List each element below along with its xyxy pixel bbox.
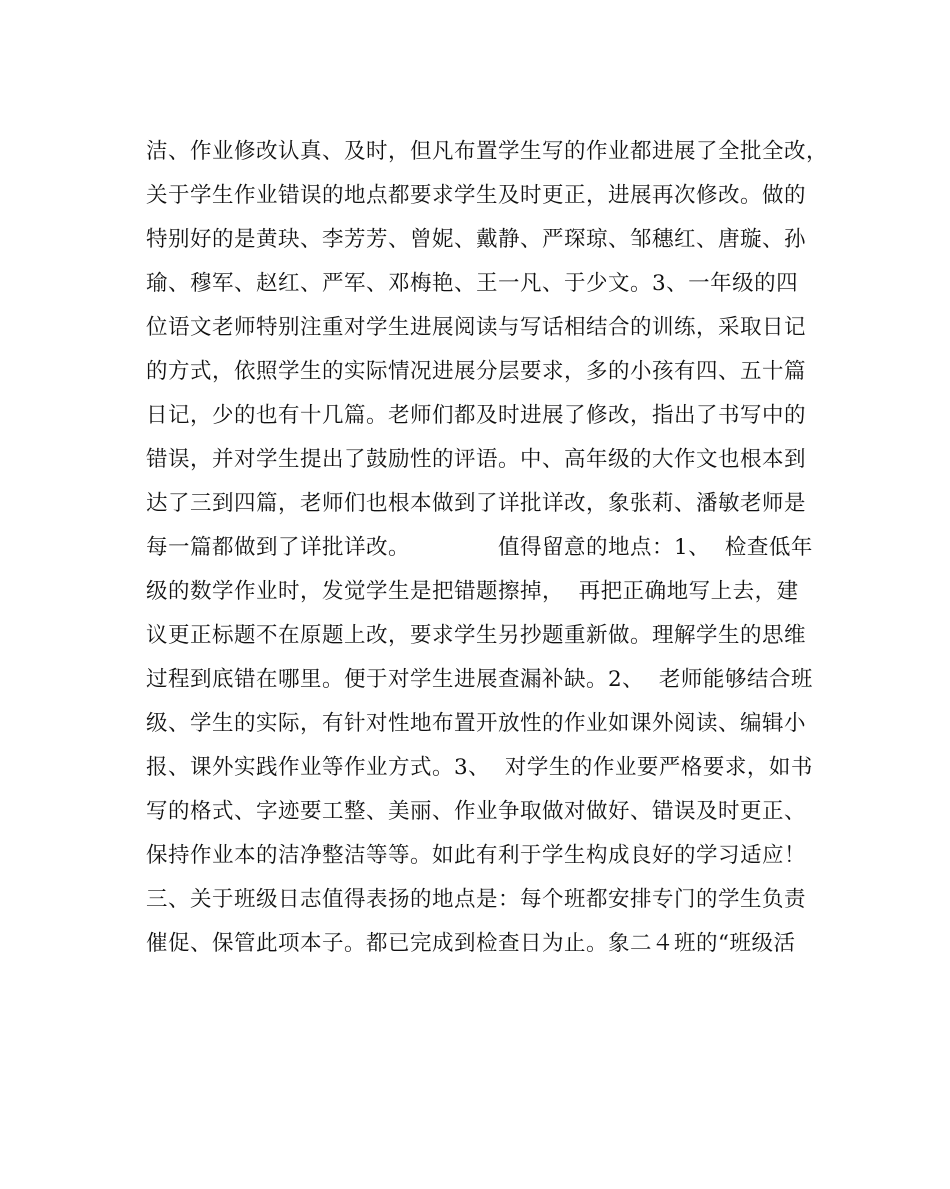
text-line: 写的格式、字迹要工整、美丽、作业争取做对做好、错误及时更正、 xyxy=(146,799,807,824)
body-text xyxy=(146,130,836,966)
text-line: 关于学生作业错误的地点都要求学生及时更正，进展再次修改。做的 xyxy=(146,183,807,208)
text-line: 议更正标题不在原题上改，要求学生另抄题重新做。理解学生的思维 xyxy=(146,623,807,648)
text-line: 三、关于班级日志值得表扬的地点是：每个班都安排专门的学生负责 xyxy=(146,887,807,912)
text-line: 级的数学作业时，发觉学生是把错题擦掉， 再把正确地写上去，建 xyxy=(146,579,799,604)
text-line: 每一篇都做到了详批详改。 值得留意的地点：1、 检查低年 xyxy=(146,535,813,560)
text-line: 过程到底错在哪里。便于对学生进展查漏补缺。2、 老师能够结合班 xyxy=(146,667,813,692)
text-line: 特别好的是黄玦、李芳芳、曾妮、戴静、严琛琼、邹穗红、唐璇、孙 xyxy=(146,227,807,252)
text-line: 达了三到四篇，老师们也根本做到了详批详改，象张莉、潘敏老师是 xyxy=(146,491,807,516)
text-line: 报、课外实践作业等作业方式。3、 对学生的作业要严格要求，如书 xyxy=(146,755,813,780)
text-line: 位语文老师特别注重对学生进展阅读与写话相结合的训练，采取日记 xyxy=(146,315,807,340)
text-line: 级、学生的实际，有针对性地布置开放性的作业如课外阅读、编辑小 xyxy=(146,711,807,736)
text-line: 的方式，依照学生的实际情况进展分层要求，多的小孩有四、五十篇 xyxy=(146,359,807,384)
text-line: 瑜、穆军、赵红、严军、邓梅艳、王一凡、于少文。3、一年级的四 xyxy=(146,271,799,296)
text-line: 保持作业本的洁净整洁等等。如此有利于学生构成良好的学习适应！ xyxy=(146,843,807,868)
text-line: 错误，并对学生提出了鼓励性的评语。中、高年级的大作文也根本到 xyxy=(146,447,807,472)
text-line: 洁、作业修改认真、及时，但凡布置学生写的作业都进展了全批全改， xyxy=(146,139,829,164)
text-line: 催促、保管此项本子。都已完成到检查日为止。象二４班的“班级活 xyxy=(146,931,796,956)
text-line: 日记，少的也有十几篇。老师们都及时进展了修改，指出了书写中的 xyxy=(146,403,807,428)
